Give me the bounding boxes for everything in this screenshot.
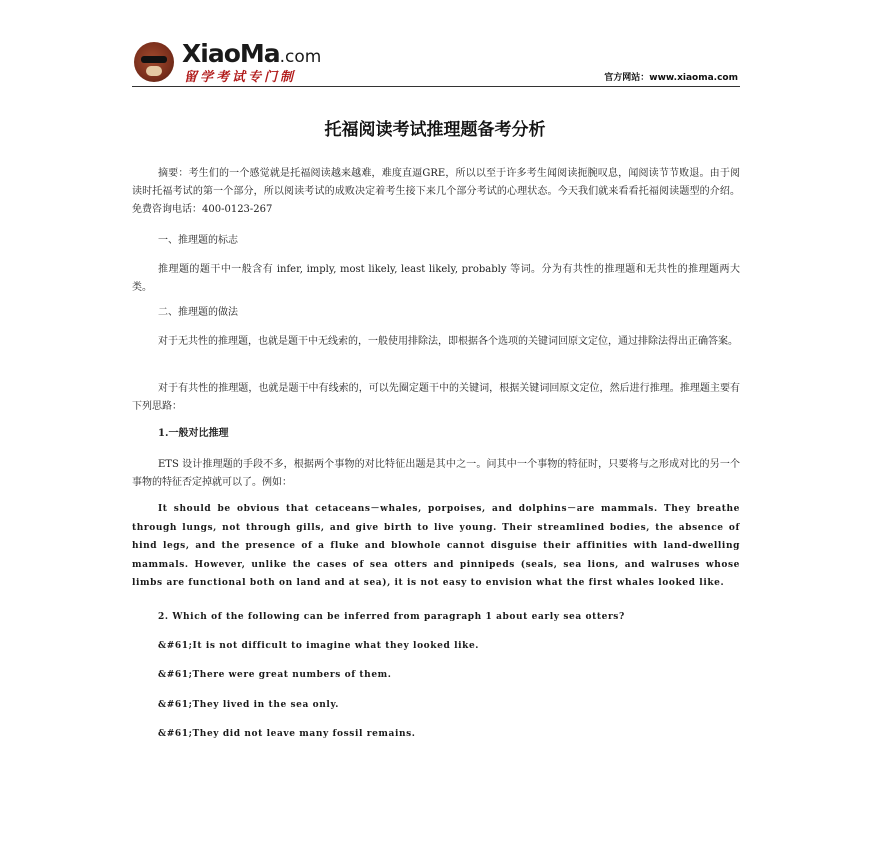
- no-clue-paragraph: 对于无共性的推理题，也就是题干中无线索的，一般使用排除法，即根据各个选项的关键词回原文定位，通过排除法得出正确答案。: [158, 336, 738, 347]
- option-c: &#61;They lived in the sea only.: [158, 700, 339, 710]
- english-passage: It should be obvious that cetaceans－whales, porpoises, and dolphins－are mammals. They breathe through lungs, not through gills, and give birth to live young. Their streamlined bodies, the absence of hind legs, and the presence of a fluke and blowhole cannot disguise their affinities with land-dwelling mammals. However, unlike the cases of sea otters and pinnipeds (seals, sea lions, and walruses whose limbs are functional both on land and at sea), it is not easy to envision what the first whales looked like.: [132, 504, 740, 588]
- subsection-1-text: ETS 设计推理题的手段不多，根据两个事物的对比特征出题是其中之一。问其中一个事物的特征时，只要将与之形成对比的另一个事物的特征否定掉就可以了。例如：: [132, 459, 740, 488]
- logo-slogan: 留学考试专门制: [184, 70, 297, 85]
- clue-paragraph: 对于有共性的推理题，也就是题干中有线索的，可以先圈定题干中的关键词，根据关键词回原文定位，然后进行推理。推理题主要有下列思路：: [132, 383, 740, 412]
- subsection-1-heading: 1.一般对比推理: [158, 428, 229, 439]
- section-2-heading: 二、推理题的做法: [158, 307, 238, 318]
- question-text: 2. Which of the following can be inferred from paragraph 1 about early sea otters?: [158, 612, 625, 622]
- document-title: 托福阅读考试推理题备考分析: [324, 120, 546, 140]
- official-website-label: 官方网站：www.xiaoma.com: [604, 73, 738, 83]
- section-1-heading: 一、推理题的标志: [158, 235, 238, 246]
- horse-mascot-icon: [134, 42, 174, 82]
- option-a: &#61;It is not difficult to imagine what they looked like.: [158, 641, 480, 651]
- option-d: &#61;They did not leave many fossil remains.: [158, 729, 416, 739]
- xiaoma-logo: [134, 39, 374, 86]
- summary-paragraph: 摘要：考生们的一个感觉就是托福阅读越来越难，难度直逼GRE，所以以至于许多考生闻阅读扼腕叹息，闻阅读节节败退。由于阅读时托福考试的第一个部分，所以阅读考试的成败决定着考生接下来几个部分考试的心理状态。今天我们就来看看托福阅读题型的介绍。免费咨询电话：400-0123-267: [132, 168, 740, 215]
- section-1-text: 推理题的题干中一般含有 infer, imply, most likely, least likely, probably 等词。分为有共性的推理题和无共性的推理题两大类。: [132, 264, 740, 293]
- header-divider: [132, 86, 740, 87]
- option-b: &#61;There were great numbers of them.: [158, 670, 392, 680]
- logo-wordmark: XiaoMa.com: [182, 39, 322, 68]
